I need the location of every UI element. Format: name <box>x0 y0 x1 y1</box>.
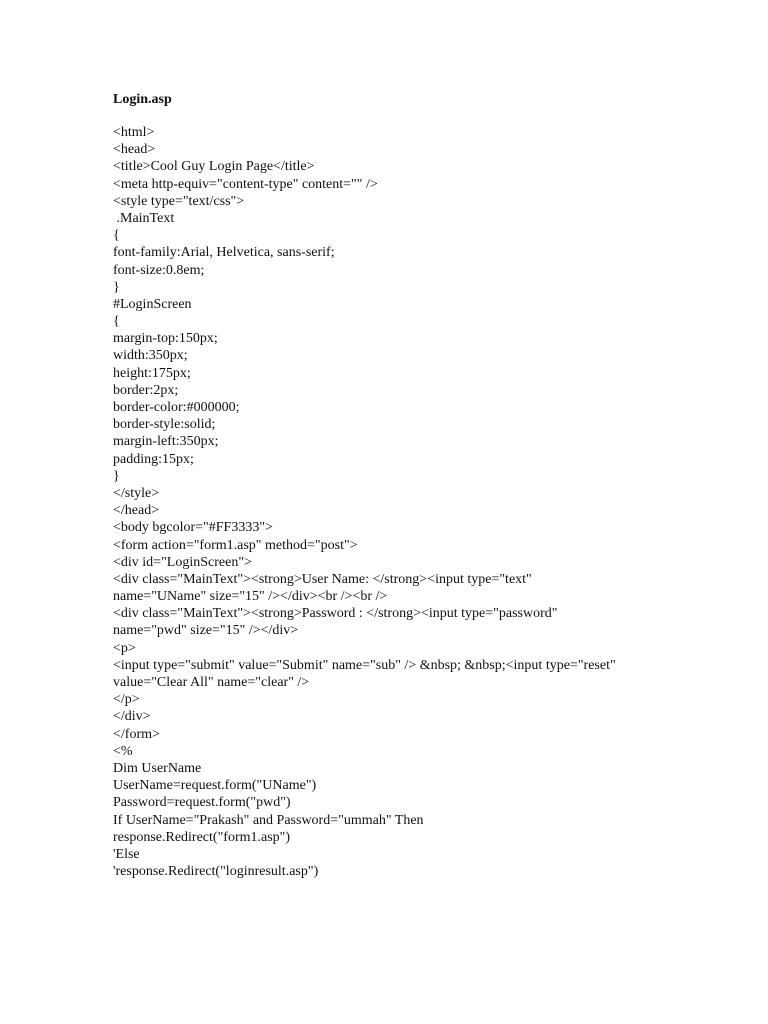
code-line: { <box>113 314 120 330</box>
code-line: If UserName="Prakash" and Password="ummah" Then <box>113 812 424 828</box>
code-line: .MainText <box>113 210 175 226</box>
code-line: Password=request.form("pwd") <box>113 795 291 811</box>
code-line: border:2px; <box>113 382 179 398</box>
code-line: <div class="MainText"><strong>Password : </strong><input type="password" <box>113 606 558 622</box>
code-line: { <box>113 228 120 244</box>
code-line: margin-top:150px; <box>113 331 218 347</box>
code-line: <form action="form1.asp" method="post"> <box>113 537 358 553</box>
code-line: <style type="text/css"> <box>113 193 245 209</box>
code-line: </div> <box>113 709 151 725</box>
code-line: <p> <box>113 640 136 656</box>
code-line: 'response.Redirect("loginresult.asp") <box>113 864 319 880</box>
code-line: <html> <box>113 125 155 140</box>
code-line: } <box>113 279 120 295</box>
code-line: margin-left:350px; <box>113 434 219 450</box>
code-line: UserName=request.form("UName") <box>113 778 317 794</box>
code-line: height:175px; <box>113 365 191 381</box>
code-line: Dim UserName <box>113 760 202 776</box>
code-line: <meta http-equiv="content-type" content="" /> <box>113 176 378 192</box>
code-line: </head> <box>113 503 160 519</box>
code-line: value="Clear All" name="clear" /> <box>113 675 310 690</box>
code-line: <div id="LoginScreen"> <box>113 554 252 570</box>
code-line: response.Redirect("form1.asp") <box>113 829 291 845</box>
code-line: font-family:Arial, Helvetica, sans-serif; <box>113 245 335 261</box>
code-line: <% <box>113 743 133 759</box>
code-line: <div class="MainText"><strong>User Name: </strong><input type="text" <box>113 571 532 587</box>
code-listing <box>113 124 733 880</box>
code-line: </style> <box>113 485 160 501</box>
code-line: #LoginScreen <box>113 296 192 312</box>
code-line: </p> <box>113 692 140 708</box>
code-line: } <box>113 468 120 484</box>
code-line: border-style:solid; <box>113 417 216 433</box>
code-line: <title>Cool Guy Login Page</title> <box>113 159 315 175</box>
code-line: <body bgcolor="#FF3333"> <box>113 520 273 536</box>
code-line: <input type="submit" value="Submit" name="sub" /> &nbsp; &nbsp;<input type="reset" <box>113 657 616 673</box>
code-line: <head> <box>113 142 156 158</box>
code-line: </form> <box>113 726 160 742</box>
document-title: Login.asp <box>113 92 172 107</box>
code-line: name="pwd" size="15" /></div> <box>113 623 299 639</box>
code-line: font-size:0.8em; <box>113 262 205 278</box>
code-line: width:350px; <box>113 348 188 364</box>
code-line: border-color:#000000; <box>113 400 240 415</box>
code-line: name="UName" size="15" /></div><br /><br /> <box>113 589 388 605</box>
code-line: padding:15px; <box>113 451 194 467</box>
code-line: 'Else <box>113 846 140 862</box>
